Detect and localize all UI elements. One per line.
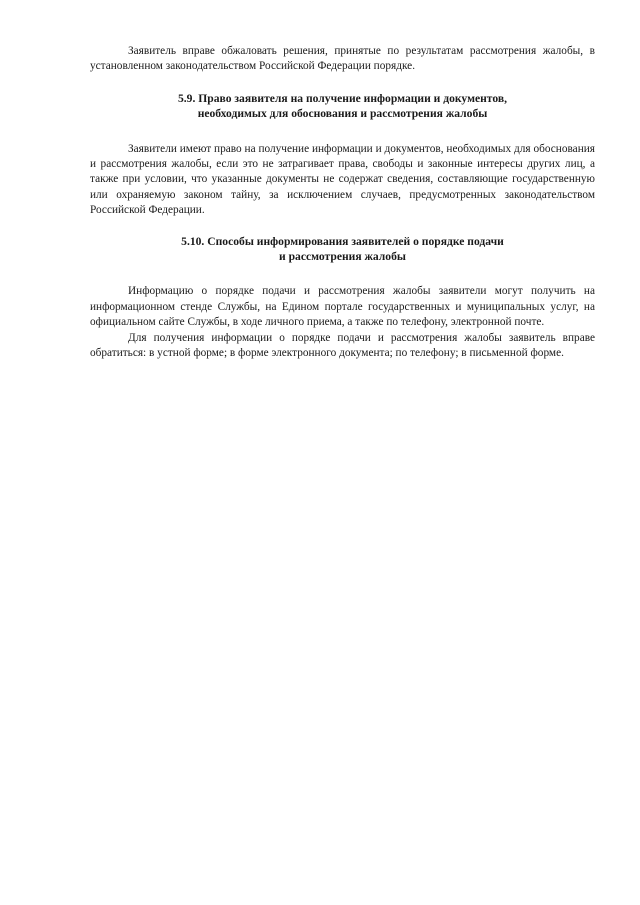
section-5-10-paragraph-2: Для получения информации о порядке подачи и рассмотрения жалобы заявитель вправе обратиться: в устной форме; в форме электронного документа; по телефону; в письменной форме.	[90, 331, 595, 360]
section-5-10-paragraph-1: Информацию о порядке подачи и рассмотрения жалобы заявители могут получить на информационном стенде Службы, на Едином портале государственных и муниципальных услуг, на официальном сайте Службы, в ходе личного приема, а также по телефону, электронной почте.	[90, 285, 595, 329]
section-5-10-heading-line2: и рассмотрения жалобы	[279, 250, 406, 264]
section-5-9-heading-line2: необходимых для обоснования и рассмотрения жалобы	[197, 107, 488, 121]
section-5-10-heading-line1: 5.10. Способы информирования заявителей о порядке подачи	[181, 234, 504, 248]
section-5-9-paragraph: Заявители имеют право на получение информации и документов, необходимых для обоснования и рассмотрения жалобы, если это не затрагивает права, свободы и законные интересы других лиц, а также при условии, что указанные документы не содержат сведения, составляющие государственную или охраняемую законом тайну, за исключением случаев, предусмотренных законодательством Российской Федерации.	[90, 142, 595, 217]
section-5-10-heading	[90, 234, 595, 265]
document-page	[90, 44, 595, 362]
section-5-9-heading	[90, 91, 595, 122]
section-5-9-heading-line1: 5.9. Право заявителя на получение информации и документов,	[177, 91, 508, 105]
intro-paragraph: Заявитель вправе обжаловать решения, принятые по результатам рассмотрения жалобы, в установленном законодательством Российской Федерации порядке.	[90, 45, 595, 73]
